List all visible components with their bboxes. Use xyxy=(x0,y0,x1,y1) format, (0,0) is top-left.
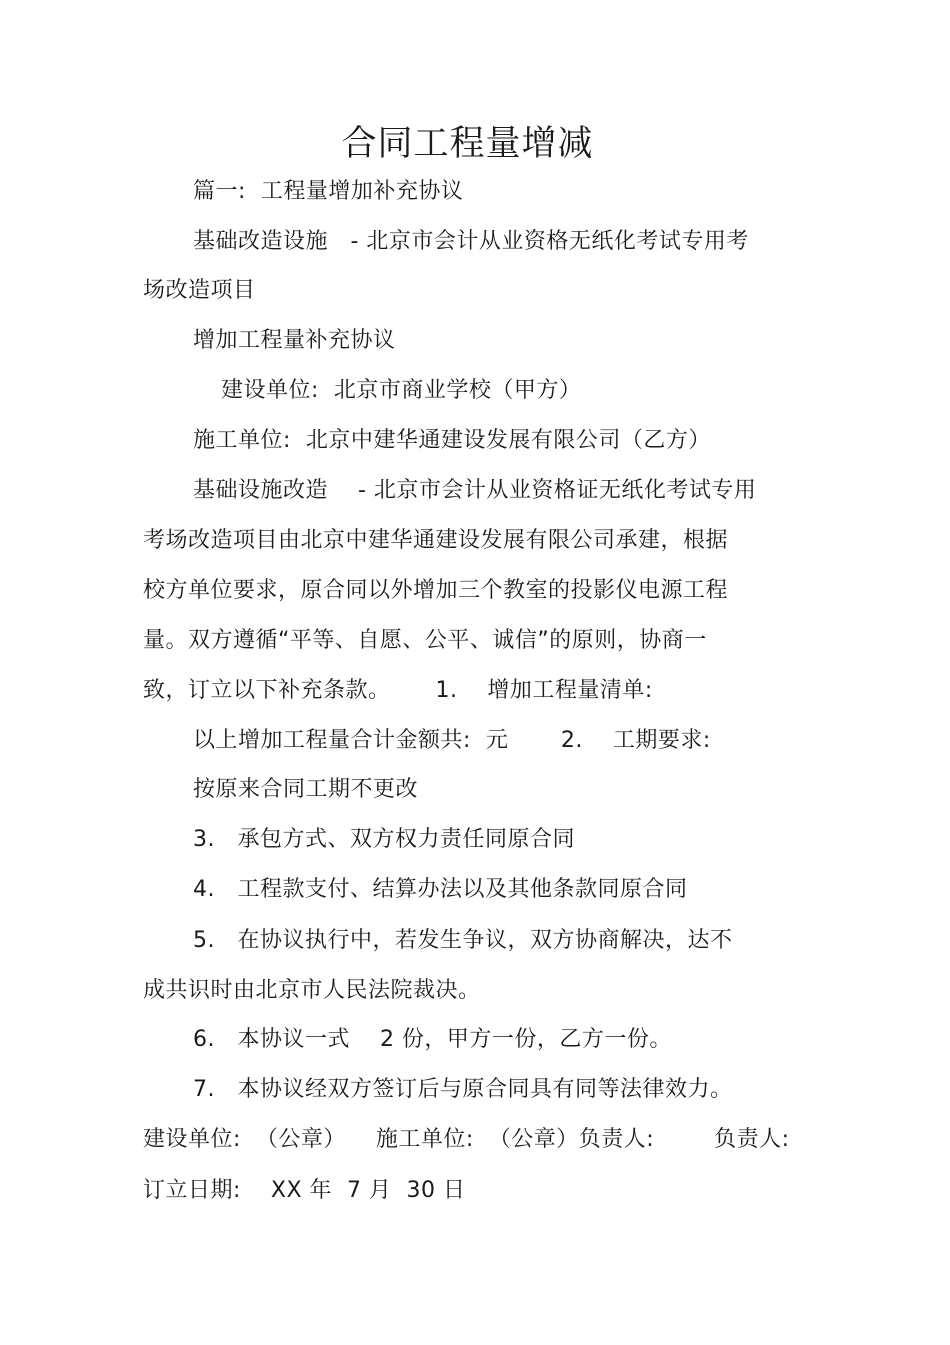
party-a-line: 建设单位: 北京市商业学校（甲方） xyxy=(221,378,582,403)
clause-5-line-2: 成共识时由北京市人民法院裁决。 xyxy=(143,978,481,1003)
body-paragraph-line-4: 量。双方遵循“平等、自愿、公平、诚信”的原则，协商一 xyxy=(143,628,707,653)
project-name-line-2: 场改造项目 xyxy=(143,278,256,303)
clause-6: 6. 本协议一式 2 份，甲方一份，乙方一份。 xyxy=(193,1027,672,1052)
clause-5-line-1: 5. 在协议执行中，若发生争议，双方协商解决，达不 xyxy=(193,928,733,953)
clause-schedule-detail: 按原来合同工期不更改 xyxy=(193,777,419,802)
body-paragraph-line-5: 致，订立以下补充条款。 1. 增加工程量清单: xyxy=(143,678,653,703)
document-title: 合同工程量增减 xyxy=(341,124,594,164)
agreement-subtitle: 增加工程量补充协议 xyxy=(193,328,396,353)
clause-4: 4. 工程款支付、结算办法以及其他条款同原合同 xyxy=(193,877,688,902)
body-paragraph-line-1: 基础设施改造 - 北京市会计从业资格证无纸化考试专用 xyxy=(193,478,757,503)
project-name-line-1: 基础改造设施 - 北京市会计从业资格无纸化考试专用考 xyxy=(193,229,749,254)
body-paragraph-line-2: 考场改造项目由北京中建华通建设发展有限公司承建，根据 xyxy=(143,528,729,553)
signature-line: 建设单位: （公章） 施工单位: （公章）负责人: 负责人: xyxy=(143,1127,790,1152)
clause-3: 3. 承包方式、双方权力责任同原合同 xyxy=(193,827,575,852)
signing-date-line: 订立日期: XX 年 7 月 30 日 xyxy=(143,1178,466,1203)
party-b-line: 施工单位: 北京中建华通建设发展有限公司（乙方） xyxy=(193,428,711,453)
clause-total-and-schedule: 以上增加工程量合计金额共: 元 2. 工期要求: xyxy=(193,728,711,753)
heading-chapter-one: 篇一: 工程量增加补充协议 xyxy=(193,179,464,204)
body-paragraph-line-3: 校方单位要求，原合同以外增加三个教室的投影仪电源工程 xyxy=(143,578,729,603)
clause-7: 7. 本协议经双方签订后与原合同具有同等法律效力。 xyxy=(193,1077,733,1102)
